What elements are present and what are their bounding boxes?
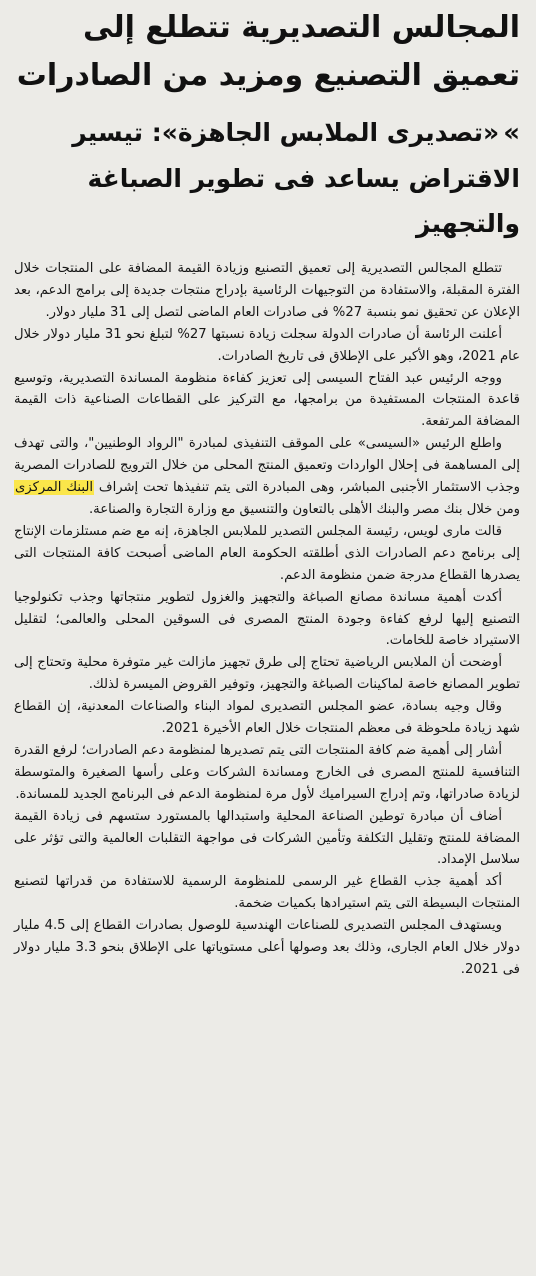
paragraph-4-end: ومن خلال بنك مصر والبنك الأهلى بالتعاون والتنسيق مع وزارة التجارة والصناعة. [88, 501, 520, 517]
headline: المجالس التصديرية تتطلع إلى تعميق التصنيع ومزيد من الصادرات [16, 10, 520, 93]
paragraph-5: قالت مارى لويس، رئيسة المجلس التصدير للملابس الجاهزة، إنه مع ضم مستلزمات الإنتاج إلى برنامج دعم الصادرات الذى أطلقته الحكومة العام الماضى أصبحت كافة المنتجات التى يصدرها القطاع مدرجة ضمن منظومة الدعم. [14, 523, 520, 583]
paragraph-7: أوضحت أن الملابس الرياضية تحتاج إلى طرق تجهيز مازالت غير متوفرة محلية وتحتاج إلى تطوير المصانع خاصة لماكينات الصباغة والتجهيز، وتوفير القروض الميسرة لذلك. [14, 655, 520, 693]
paragraph-4 [14, 433, 520, 521]
subheadline [14, 110, 520, 246]
paragraph-6: أكدت أهمية مساندة مصانع الصباغة والتجهيز والغزول لتطوير منتجاتها وجذب تكنولوجيا التصنيع إليها لرفع كفاءة وجودة المنتج المصرى فى السوقين المحلى والعالمى؛ لتقليل الاستيراد خاصة للخامات. [14, 589, 520, 649]
paragraph-9: أشار إلى أهمية ضم كافة المنتجات التى يتم تصديرها لمنظومة دعم الصادرات؛ لرفع القدرة التنافسية للمنتج المصرى فى الخارج ومساندة الشركات وعلى رأسها الصغيرة والمتوسطة لزيادة صادراتها، وتم إدراج السيراميك لأول مرة لمنظومة الدعم فى البرنامج الجديد للمساندة. [14, 742, 520, 802]
paragraph-1: تتطلع المجالس التصديرية إلى تعميق التصنيع وزيادة القيمة المضافة على المنتجات خلال الفترة المقبلة، والاستفادة من التوجيهات الرئاسية بإدراج منتجات جديدة إلى برامج الدعم، بعد الإعلان عن تحقيق نمو بنسبة 27% فى صادرات العام الماضى لتصل إلى 31 مليار دولار. [14, 261, 520, 320]
article-body [14, 258, 520, 981]
double-chevron-icon: » [503, 118, 520, 148]
paragraph-10: أضاف أن مبادرة توطين الصناعة المحلية واستبدالها بالمستورد ستسهم فى زيادة القيمة المضافة للمنتج وتقليل التكلفة وتأمين الشركات فى مواجهة التقلبات العالمية والتى تؤثر على سلاسل الإمداد. [14, 808, 520, 868]
paragraph-3: ووجه الرئيس عبد الفتاح السيسى إلى تعزيز كفاءة منظومة المساندة التصديرية، وتوسيع قاعدة المنتجات المستفيدة من برامجها، مع التركيز على القطاعات الصناعية ذات القيمة المضافة المرتفعة. [14, 370, 520, 430]
paragraph-8: وقال وجيه بسادة، عضو المجلس التصديرى لمواد البناء والصناعات المعدنية، إن القطاع شهد زيادة ملحوظة فى معظم المنتجات خلال العام الأخيرة 2021. [14, 699, 520, 737]
highlighted-phrase: البنك المركزى [15, 480, 94, 496]
paragraph-4-start: واطلع الرئيس «السيسى» على الموقف التنفيذى لمبادرة "الرواد الوطنيين"، والتى تهدف إلى المساهمة فى إحلال الواردات وتعميق المنتج المحلى من خلال الترويج للصادرات المصرية وجذب الاستثمار الأجنبى المباشر، وهى المبادرة التى يتم تنفيذها تحت إشراف [14, 436, 520, 496]
paragraph-2: أعلنت الرئاسة أن صادرات الدولة سجلت زيادة نسبتها 27% لتبلغ نحو 31 مليار دولار خلال عام 2021، وهو الأكبر على الإطلاق فى تاريخ الصادرات. [14, 326, 520, 364]
subheadline-text: «تصديرى الملابس الجاهزة»: تيسير الاقتراض يساعد فى تطوير الصباغة والتجهيز [72, 118, 520, 238]
paragraph-12: ويستهدف المجلس التصديرى للصناعات الهندسية للوصول بصادرات القطاع إلى 4.5 مليار دولار خلال العام الجارى، وذلك بعد وصولها أعلى مستوياتها على الإطلاق بنحو 3.3 مليار دولار فى 2021. [14, 918, 520, 977]
paragraph-11: أكد أهمية جذب القطاع غير الرسمى للمنظومة الرسمية للاستفادة من قدراتها لتصنيع المنتجات البسيطة التى يتم استيرادها بكميات ضخمة. [14, 874, 520, 912]
